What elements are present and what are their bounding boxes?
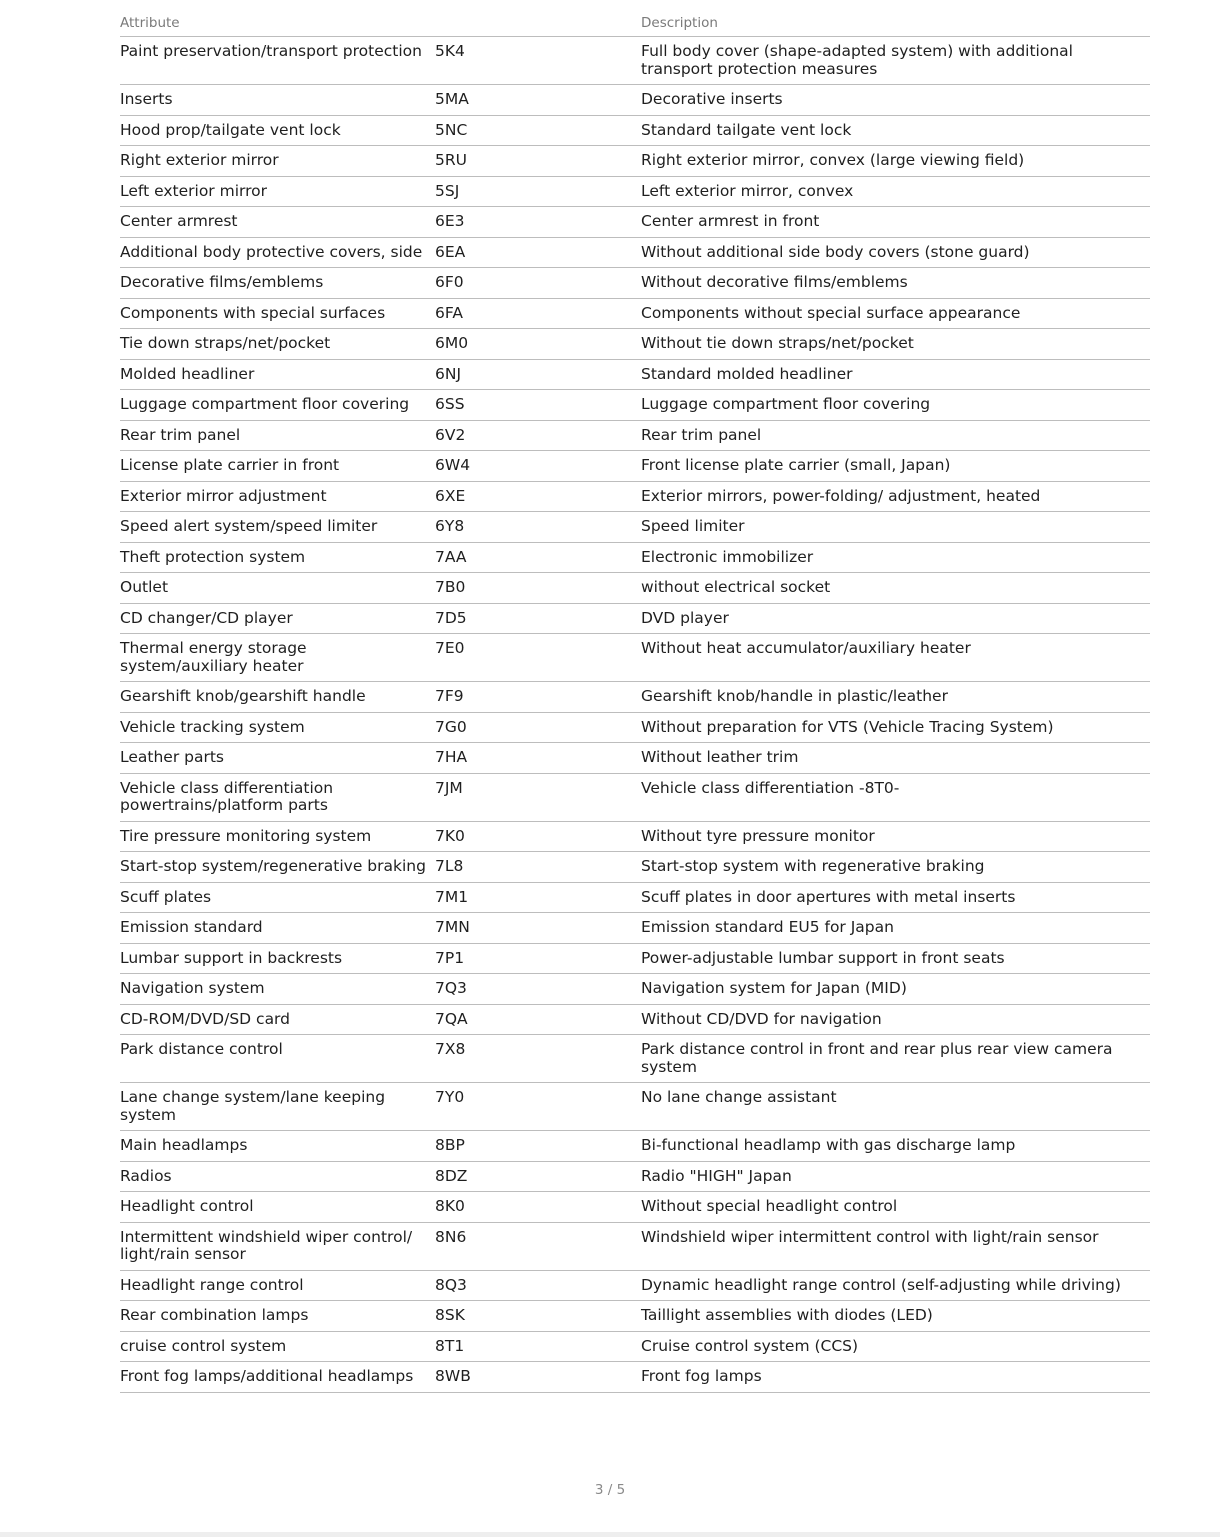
cell-attribute: Rear combination lamps [120,1301,435,1332]
cell-attribute: Headlight control [120,1192,435,1223]
cell-code: 5K4 [435,37,641,85]
table-row [120,451,1150,482]
cell-code: 8SK [435,1301,641,1332]
cell-attribute: Radios [120,1161,435,1192]
table-row [120,37,1150,85]
cell-code: 7HA [435,743,641,774]
cell-code: 7K0 [435,821,641,852]
cell-code: 5NC [435,115,641,146]
cell-code: 6W4 [435,451,641,482]
cell-description: without electrical socket [641,573,1150,604]
table-row [120,207,1150,238]
cell-description: Without tyre pressure monitor [641,821,1150,852]
table-row [120,852,1150,883]
cell-attribute: Center armrest [120,207,435,238]
cell-code: 7M1 [435,882,641,913]
cell-attribute: CD-ROM/DVD/SD card [120,1004,435,1035]
table-row [120,268,1150,299]
cell-description: Without CD/DVD for navigation [641,1004,1150,1035]
table-row [120,1270,1150,1301]
cell-attribute: Vehicle tracking system [120,712,435,743]
cell-description: Without special headlight control [641,1192,1150,1223]
cell-description: Scuff plates in door apertures with metal inserts [641,882,1150,913]
table-row [120,481,1150,512]
cell-attribute: Components with special surfaces [120,298,435,329]
column-header-code [435,12,641,37]
table-row [120,176,1150,207]
cell-attribute: Additional body protective covers, side [120,237,435,268]
cell-attribute: Leather parts [120,743,435,774]
table-row [120,542,1150,573]
cell-code: 7E0 [435,634,641,682]
table-row [120,1222,1150,1270]
cell-description: Center armrest in front [641,207,1150,238]
cell-attribute: Speed alert system/speed limiter [120,512,435,543]
cell-attribute: Decorative films/emblems [120,268,435,299]
cell-attribute: Tie down straps/net/pocket [120,329,435,360]
cell-description: Speed limiter [641,512,1150,543]
cell-code: 8N6 [435,1222,641,1270]
cell-attribute: Molded headliner [120,359,435,390]
cell-code: 8T1 [435,1331,641,1362]
page-indicator: 3 / 5 [594,1482,626,1498]
cell-code: 6V2 [435,420,641,451]
table-row [120,773,1150,821]
equipment-table [120,12,1150,1393]
cell-code: 6EA [435,237,641,268]
table-row [120,943,1150,974]
cell-code: 8BP [435,1131,641,1162]
cell-description: Without tie down straps/net/pocket [641,329,1150,360]
cell-code: 6XE [435,481,641,512]
cell-description: Gearshift knob/handle in plastic/leather [641,682,1150,713]
table-row [120,1301,1150,1332]
cell-description: Components without special surface appearance [641,298,1150,329]
table-row [120,1004,1150,1035]
cell-attribute: Lumbar support in backrests [120,943,435,974]
cell-description: Start-stop system with regenerative braking [641,852,1150,883]
table-row [120,1192,1150,1223]
cell-description: Cruise control system (CCS) [641,1331,1150,1362]
cell-attribute: Theft protection system [120,542,435,573]
cell-code: 6FA [435,298,641,329]
cell-code: 5MA [435,85,641,116]
table-row [120,1035,1150,1083]
table-row [120,712,1150,743]
table-row [120,1161,1150,1192]
cell-description: Dynamic headlight range control (self-adjusting while driving) [641,1270,1150,1301]
cell-code: 6F0 [435,268,641,299]
cell-code: 6E3 [435,207,641,238]
cell-code: 8DZ [435,1161,641,1192]
cell-attribute: Lane change system/lane keeping system [120,1083,435,1131]
table-body [120,37,1150,1393]
table-header [120,12,1150,37]
cell-description: Rear trim panel [641,420,1150,451]
cell-attribute: Scuff plates [120,882,435,913]
table-row [120,146,1150,177]
cell-code: 6M0 [435,329,641,360]
cell-description: Electronic immobilizer [641,542,1150,573]
cell-code: 7P1 [435,943,641,974]
cell-code: 6NJ [435,359,641,390]
cell-attribute: Intermittent windshield wiper control/ light/rain sensor [120,1222,435,1270]
cell-attribute: Exterior mirror adjustment [120,481,435,512]
cell-description: Standard molded headliner [641,359,1150,390]
table-row [120,913,1150,944]
cell-attribute: Gearshift knob/gearshift handle [120,682,435,713]
cell-description: Without additional side body covers (stone guard) [641,237,1150,268]
column-header-attribute: Attribute [120,12,435,37]
table-row [120,743,1150,774]
cell-code: 7AA [435,542,641,573]
cell-description: Navigation system for Japan (MID) [641,974,1150,1005]
cell-code: 7D5 [435,603,641,634]
cell-attribute: Start-stop system/regenerative braking [120,852,435,883]
cell-code: 7G0 [435,712,641,743]
cell-description: Vehicle class differentiation -8T0- [641,773,1150,821]
cell-description: No lane change assistant [641,1083,1150,1131]
cell-code: 7Y0 [435,1083,641,1131]
cell-description: Front license plate carrier (small, Japan) [641,451,1150,482]
table-row [120,573,1150,604]
table-row [120,512,1150,543]
cell-attribute: Thermal energy storage system/auxiliary heater [120,634,435,682]
cell-description: Without preparation for VTS (Vehicle Tracing System) [641,712,1150,743]
cell-code: 7Q3 [435,974,641,1005]
cell-attribute: Paint preservation/transport protection [120,37,435,85]
cell-attribute: Park distance control [120,1035,435,1083]
table-row [120,821,1150,852]
cell-description: Windshield wiper intermittent control with light/rain sensor [641,1222,1150,1270]
page-bottom-edge [0,1532,1220,1537]
cell-attribute: License plate carrier in front [120,451,435,482]
cell-code: 6SS [435,390,641,421]
cell-attribute: Headlight range control [120,1270,435,1301]
cell-description: Without heat accumulator/auxiliary heater [641,634,1150,682]
cell-description: Park distance control in front and rear plus rear view camera system [641,1035,1150,1083]
cell-description: Bi-functional headlamp with gas discharge lamp [641,1131,1150,1162]
table-row [120,1131,1150,1162]
cell-description: Decorative inserts [641,85,1150,116]
table-row [120,359,1150,390]
cell-description: Standard tailgate vent lock [641,115,1150,146]
cell-description: Power-adjustable lumbar support in front seats [641,943,1150,974]
cell-code: 8K0 [435,1192,641,1223]
cell-code: 5SJ [435,176,641,207]
cell-code: 7QA [435,1004,641,1035]
table-row [120,974,1150,1005]
table-row [120,1083,1150,1131]
cell-description: Exterior mirrors, power-folding/ adjustment, heated [641,481,1150,512]
cell-attribute: Vehicle class differentiation powertrains/platform parts [120,773,435,821]
cell-attribute: Front fog lamps/additional headlamps [120,1362,435,1393]
cell-attribute: Outlet [120,573,435,604]
cell-attribute: Luggage compartment floor covering [120,390,435,421]
cell-description: Right exterior mirror, convex (large viewing field) [641,146,1150,177]
table-row [120,298,1150,329]
table-row [120,634,1150,682]
cell-attribute: Emission standard [120,913,435,944]
cell-attribute: Inserts [120,85,435,116]
table-row [120,329,1150,360]
table-row [120,85,1150,116]
cell-attribute: Navigation system [120,974,435,1005]
cell-code: 7F9 [435,682,641,713]
cell-description: Full body cover (shape-adapted system) with additional transport protection measures [641,37,1150,85]
cell-code: 6Y8 [435,512,641,543]
cell-code: 7B0 [435,573,641,604]
cell-attribute: Right exterior mirror [120,146,435,177]
cell-description: Emission standard EU5 for Japan [641,913,1150,944]
table-row [120,115,1150,146]
cell-description: Radio "HIGH" Japan [641,1161,1150,1192]
table-row [120,390,1150,421]
cell-code: 7JM [435,773,641,821]
table-row [120,237,1150,268]
table-header-row [120,12,1150,37]
cell-attribute: Rear trim panel [120,420,435,451]
table-row [120,603,1150,634]
cell-code: 8WB [435,1362,641,1393]
cell-description: Without leather trim [641,743,1150,774]
table-row [120,420,1150,451]
table-row [120,882,1150,913]
table-row [120,682,1150,713]
cell-attribute: CD changer/CD player [120,603,435,634]
table-row [120,1362,1150,1393]
table-row [120,1331,1150,1362]
cell-attribute: cruise control system [120,1331,435,1362]
cell-description: Taillight assemblies with diodes (LED) [641,1301,1150,1332]
cell-code: 7MN [435,913,641,944]
cell-description: DVD player [641,603,1150,634]
cell-description: Left exterior mirror, convex [641,176,1150,207]
cell-description: Luggage compartment floor covering [641,390,1150,421]
cell-description: Front fog lamps [641,1362,1150,1393]
cell-attribute: Main headlamps [120,1131,435,1162]
cell-attribute: Hood prop/tailgate vent lock [120,115,435,146]
cell-code: 8Q3 [435,1270,641,1301]
column-header-description: Description [641,12,1150,37]
cell-code: 7L8 [435,852,641,883]
cell-code: 5RU [435,146,641,177]
cell-attribute: Tire pressure monitoring system [120,821,435,852]
cell-code: 7X8 [435,1035,641,1083]
cell-description: Without decorative films/emblems [641,268,1150,299]
cell-attribute: Left exterior mirror [120,176,435,207]
